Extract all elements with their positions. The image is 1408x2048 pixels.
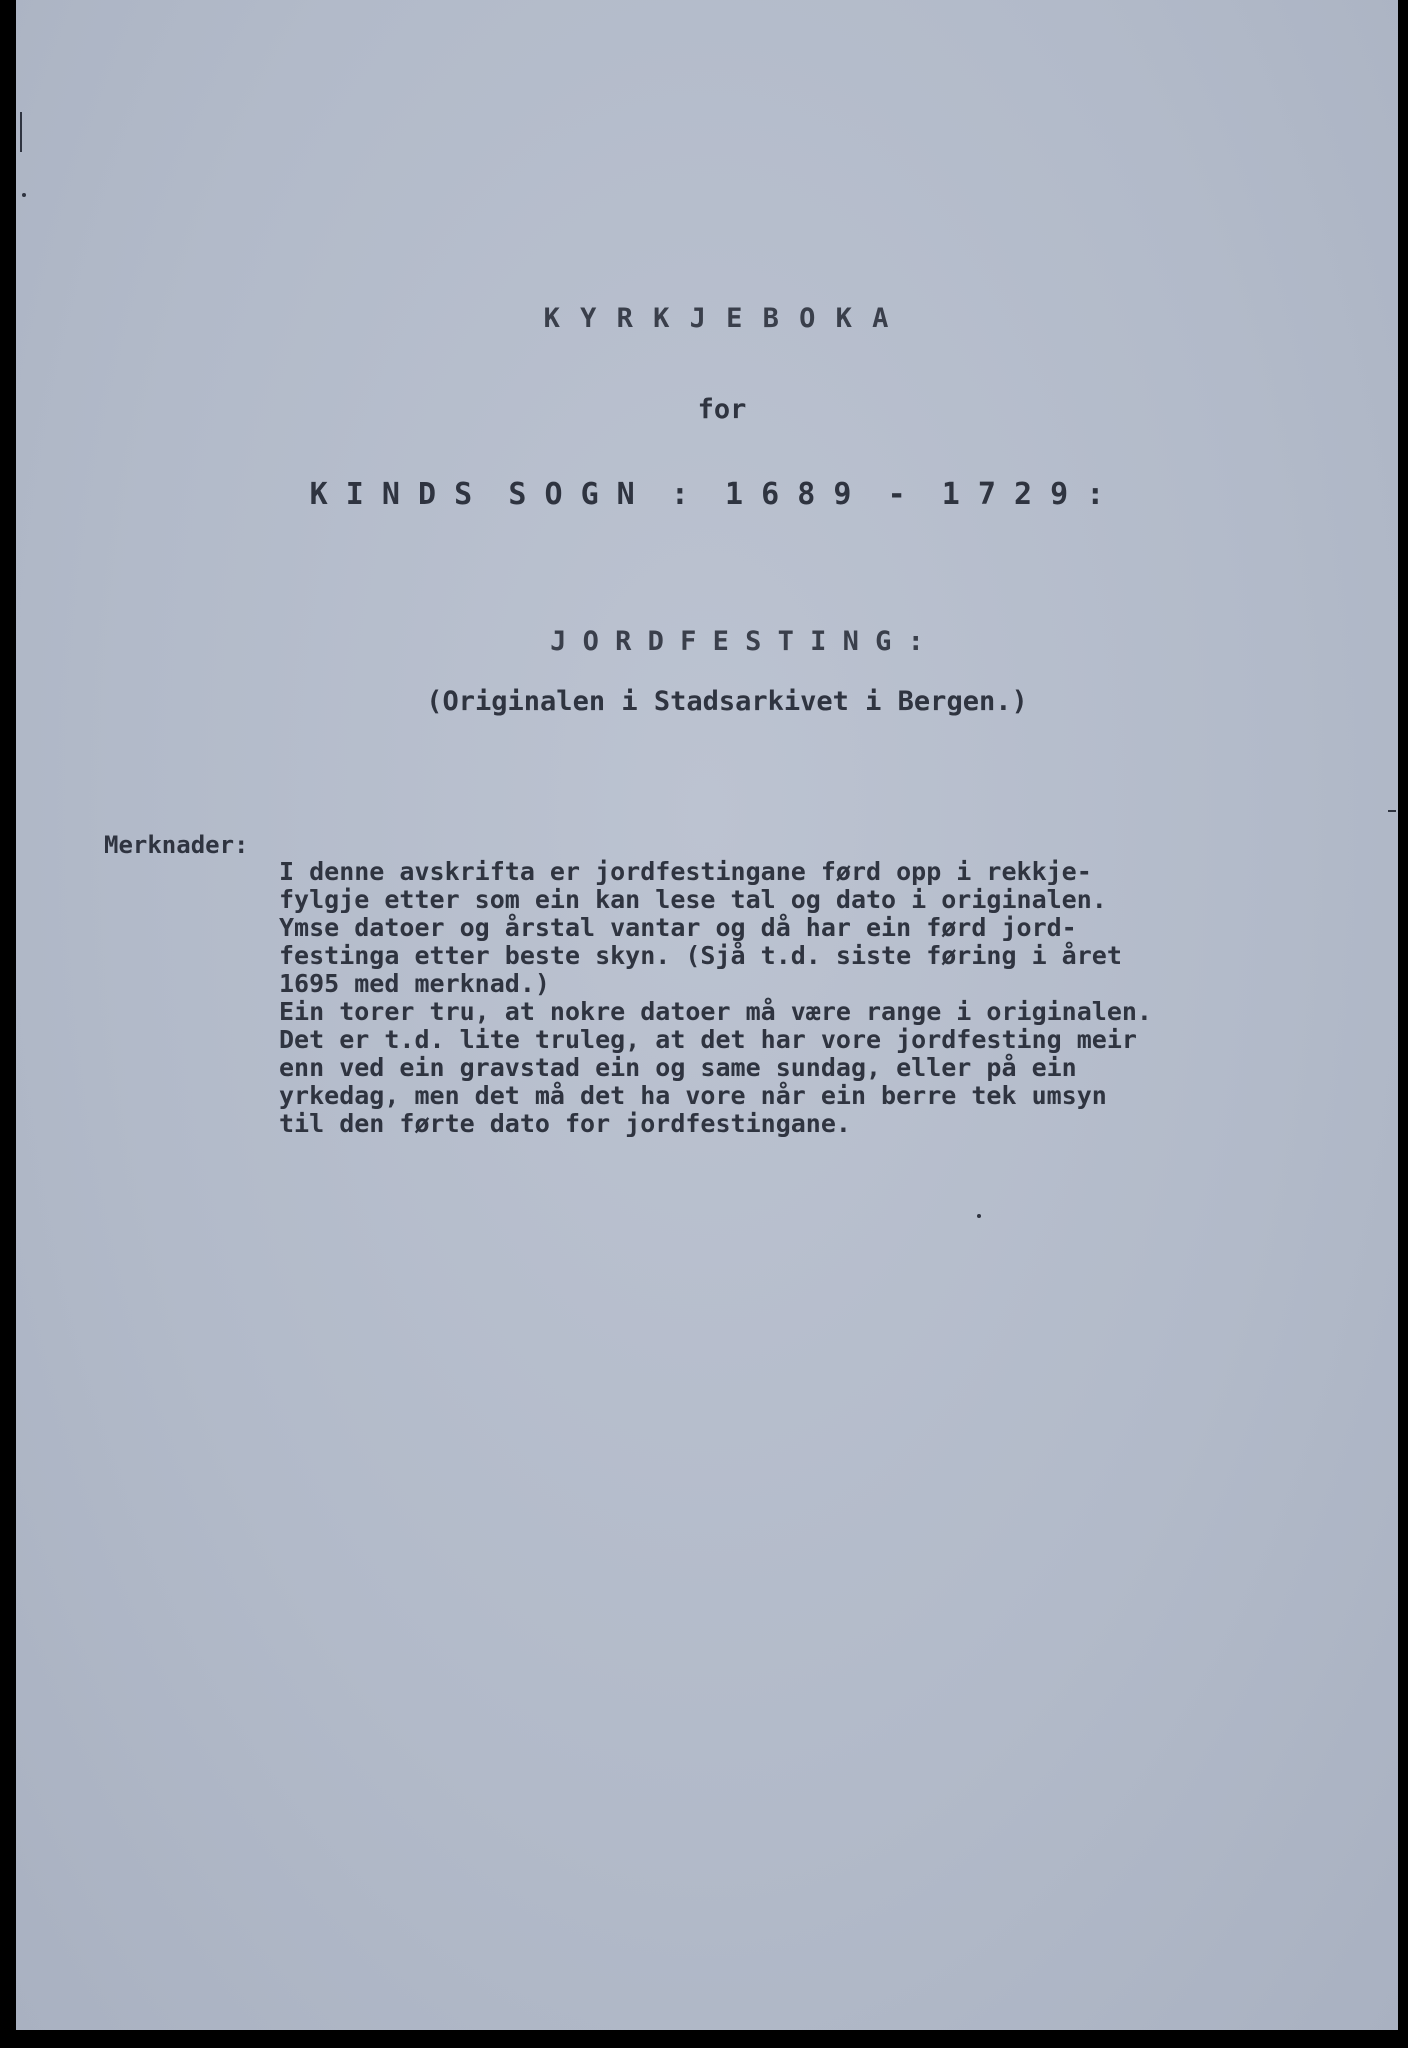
notes-body [279,858,1152,1138]
right-margin-mark [1388,810,1396,812]
title-for-line: for [697,394,747,425]
margin-tick-mark [20,112,22,152]
notes-label: Merknader: [104,831,249,859]
notes-line: yrkedag, men det må det ha vore når ein berre tek umsyn [279,1081,1107,1110]
notes-line: 1695 med merknad.) [279,969,550,998]
notes-line: enn ved ein gravstad ein og same sundag, eller på ein [279,1053,1077,1082]
notes-line: fylgje etter som ein kan lese tal og dato i originalen. [279,885,1107,914]
section-title: J O R D F E S T I N G : [550,626,924,657]
notes-line: festinga etter beste skyn. (Sjå t.d. siste føring i året [279,941,1122,970]
stray-dot-mark [977,1214,981,1218]
notes-line: I denne avskrifta er jordfestingane førd opp i rekkje- [279,857,1092,886]
document-title: K Y R K J E B O K A [543,303,891,334]
notes-line: Ein torer tru, at nokre datoer må være range i originalen. [279,997,1152,1026]
notes-line: til den førte dato for jordfestingane. [279,1109,851,1138]
margin-dot-mark [22,193,26,197]
parish-years-line: K I N D S S O G N : 1 6 8 9 - 1 7 2 9 : [309,477,1105,512]
notes-line: Ymse datoer og årstal vantar og då har ein førd jord- [279,913,1077,942]
document-page [16,0,1398,2030]
source-note: (Originalen i Stadsarkivet i Bergen.) [426,686,1028,717]
notes-line: Det er t.d. lite truleg, at det har vore jordfesting meir [279,1025,1137,1054]
